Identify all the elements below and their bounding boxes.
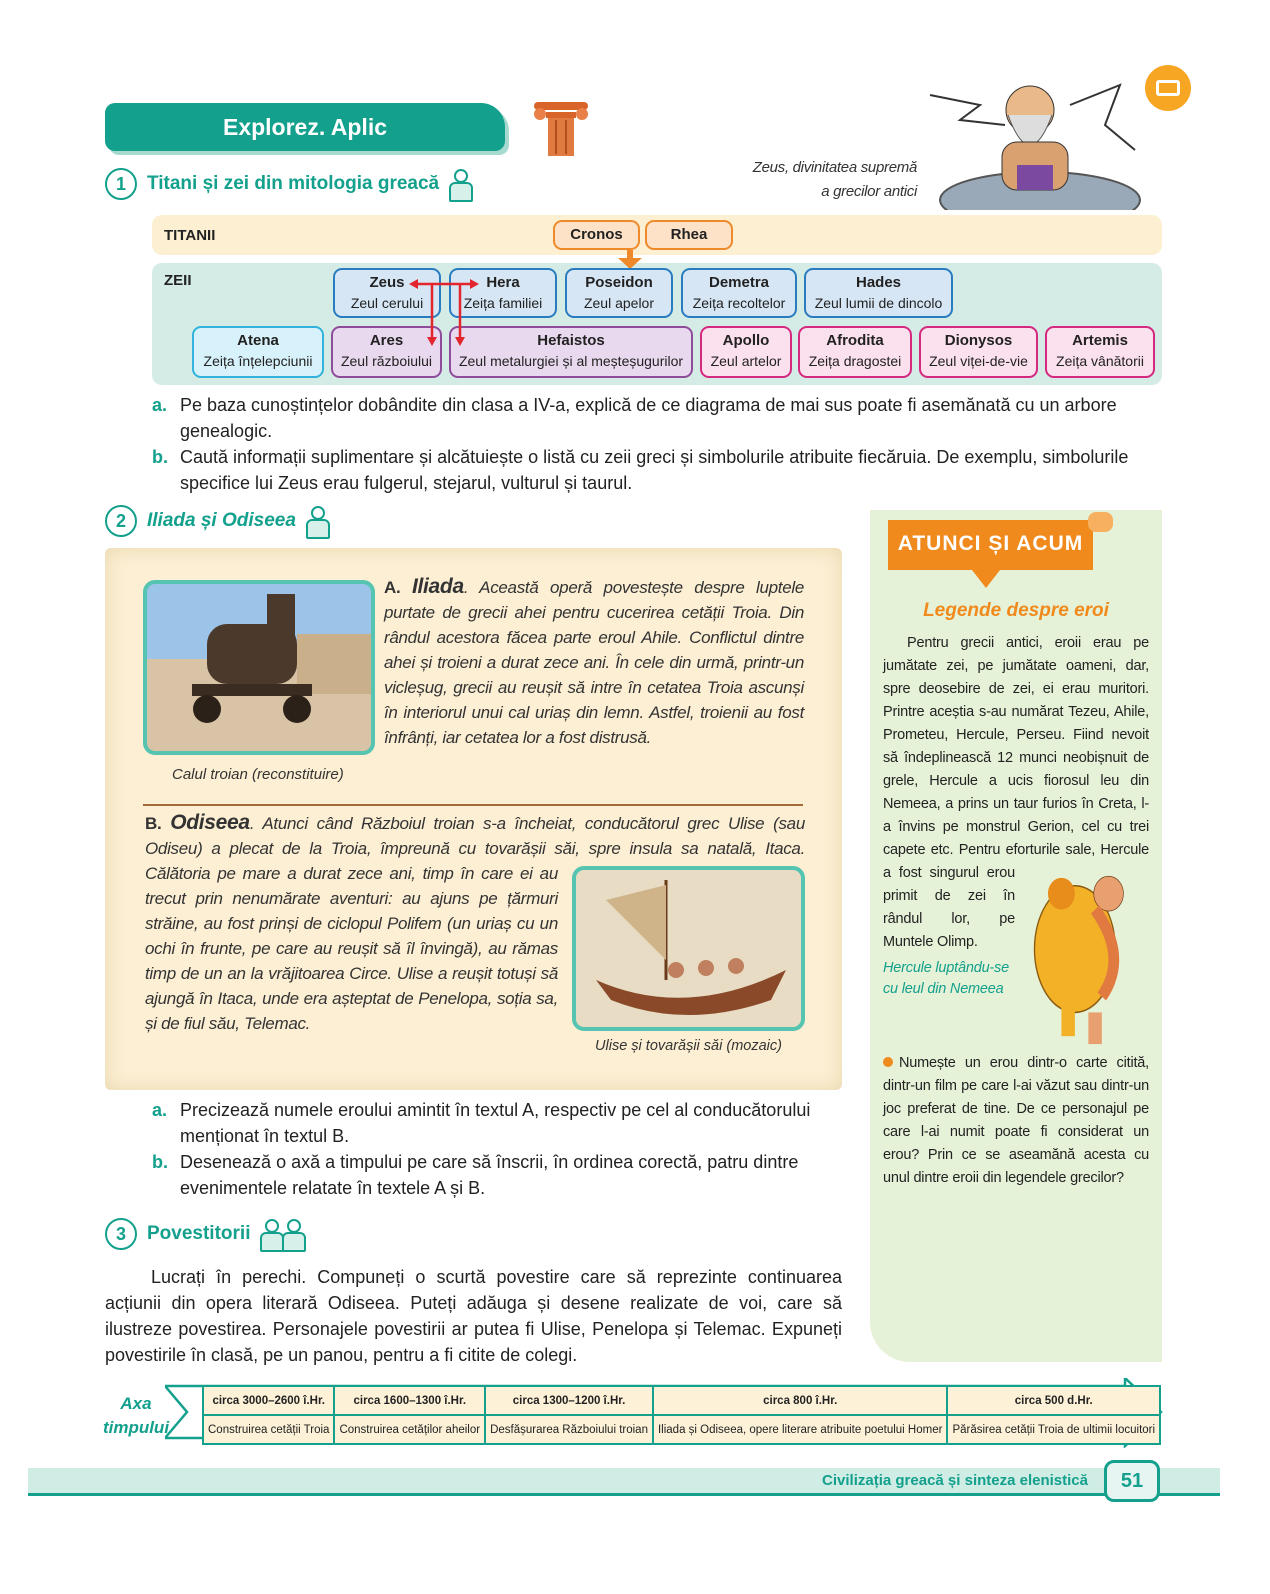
- marriage-arrows: [408, 276, 480, 353]
- god-artemis: Artemis Zeița vânătorii: [1045, 326, 1155, 378]
- god-ares: Ares Zeul războiului: [331, 326, 442, 378]
- titan-cronos: Cronos: [553, 220, 640, 250]
- individual-work-icon: [449, 169, 469, 199]
- sidebar-text: Pentru grecii antici, eroii erau pe jumătate zei, pe jumătate oameni, dar, spre deosebire de zei, ei erau muritori. Printre aceștia s-au numărat Tezeu, Ahile, Prometeu, Hercule, Perseu. Fiind nevoit să îndeplinească 12 munci neobișnuit de grele, Hercule a ucis fiorosul leu din Nemeea, a prins un taur furios în Creta, l-a învins pe monstrul Gerion, cel cu trei capete etc. Pentru eforturile sale, Hercule a fost singurul erou primit de zei în rândul lor, pe Muntele Olimp.: [883, 635, 1149, 950]
- footer-chapter: Civilizația greacă și sinteza elenistică: [822, 1472, 1088, 1489]
- god-demetra: Demetra Zeița recoltelor: [681, 268, 797, 318]
- timeline-label: Axa timpului: [102, 1394, 170, 1437]
- text-a-iliada: A. Iliada. Această operă povestește despre luptele purtate de grecii ahei pentru cucerirea cetății Troia. Din rândul acestora făcea parte eroul Ahile. Conflictul dintre ahei și troieni a durat zece ani. În cele din urmă, printr-un vicleșug, grecii au reușit să intre în cetatea Troia ascunși în interiorul unui cal uriaș din lemn. Astfel, troienii au fost înfrânți, iar cetatea lor a fost distrusă.: [384, 575, 804, 747]
- question-1a: a. Pe baza cunoștințelor dobândite din clasa a IV-a, explică de ce diagrama de mai sus poate fi asemănată cu un arbore genealogic.: [152, 395, 1117, 441]
- bullet-dot-icon: [883, 1057, 893, 1067]
- question-2a: a. Precizează numele eroului amintit în textul A, respectiv pe cel al conducătorului menționat în textul B.: [152, 1100, 811, 1146]
- ulysses-mosaic-block: [572, 866, 805, 1057]
- hercules-caption: Hercule luptându-se cu leul din Nemeea: [883, 960, 1009, 997]
- god-afrodita: Afrodita Zeița dragostei: [798, 326, 912, 378]
- zeus-illustration: [920, 70, 1142, 210]
- gods-label: ZEII: [164, 272, 192, 289]
- god-hades: Hades Zeul lumii de dincolo: [804, 268, 953, 318]
- section-2-questions: [152, 1097, 842, 1201]
- individual-work-icon: [306, 506, 326, 536]
- ulysses-mosaic-image: [572, 866, 805, 1031]
- page-number: 51: [1104, 1460, 1160, 1502]
- god-apollo: Apollo Zeul artelor: [700, 326, 792, 378]
- sidebar-title: Legende despre eroi: [923, 600, 1109, 621]
- text-b-odiseea-intro: Ulise și tovarășii săi (mozaic) B. Odiseea. Atunci când Războiul troian s-a încheiat, conducătorul grec Ulise (sau Odiseu) a plecat de la Troia, împreună cu tovarășii săi, spre insula sa natală, Itaca. Călătoria pe mare a durat zece ani, timp în care ei au trecut prin nenumărate aventuri: au ajuns pe țărmuri străine, au fost prinși de ciclopul Polifem (un uriaș cu un ochi în frunte, pe care au reușit să îl învingă), au rămas timp de un an la vrăjitoarea Circe. Ulise a reușit totuși să ajungă în Itaca, unde era așteptat de Penelopa, soția sa, și de fiul său, Telemac.: [145, 810, 805, 1057]
- god-hefaistos: Hefaistos Zeul metalurgiei și al meșteșugurilor: [449, 326, 693, 378]
- question-1b: b. Caută informații suplimentare și alcătuiește o listă cu zeii greci și simbolurile atribuite fiecăruia. De exemplu, simbolurile specifice lui Zeus erau fulgerul, stejarul, vulturul și taurul.: [152, 447, 1129, 493]
- horse-caption: Calul troian (reconstituire): [172, 766, 344, 783]
- trojan-horse-image: [143, 580, 375, 755]
- divider: [143, 804, 803, 806]
- zeus-caption: Zeus, divinitatea supremă a grecilor antici: [752, 159, 917, 200]
- section-header: Explorez. Aplic: [105, 103, 505, 151]
- god-hera: Hera Zeița familiei: [449, 268, 557, 318]
- digital-resource-icon[interactable]: [1145, 65, 1191, 111]
- sidebar-banner: ATUNCI ȘI ACUM: [888, 512, 1113, 592]
- section-1-questions: [152, 392, 1164, 496]
- hercules-illustration: [1021, 862, 1149, 1052]
- sidebar-task: Numește un erou dintr-o carte citită, dintr-un film pe care l-ai văzut sau dintr-un joc preferat de tine. De ce personajul pe care l-ai numit poate fi considerat un erou? Prin ce se aseamănă acesta cu unul dintre eroii din legendele grecilor?: [883, 1055, 1149, 1186]
- section-3-text: Lucrați în perechi. Compuneți o scurtă povestire care să reprezinte continuarea acțiunii din opera literară Odiseea. Puteți adăuga și desene realizate de voi, care să ilustreze povestirea. Personajele povestirii ar putea fi Ulise, Penelopa și Telemac. Expuneți povestirile în clasă, pe un panou, pentru a fi citite de colegi.: [105, 1267, 842, 1365]
- titans-label: TITANII: [164, 227, 216, 244]
- sidebar-content: [883, 632, 1149, 1190]
- god-dionysos: Dionysos Zeul viței-de-vie: [919, 326, 1038, 378]
- pair-work-icon: [260, 1219, 280, 1249]
- god-zeus: Zeus Zeul cerului: [333, 268, 441, 318]
- god-poseidon: Poseidon Zeul apelor: [565, 268, 673, 318]
- ship-caption: Ulise și tovarășii săi (mozaic): [595, 1038, 782, 1054]
- question-2b: b. Desenează o axă a timpului pe care să înscrii, în ordinea corectă, patru dintre evenimentele relatate în textele A și B.: [152, 1152, 799, 1198]
- section-1-heading: 1 Titani și zei din mitologia greacă: [105, 168, 469, 200]
- section-2-heading: 2 Iliada și Odiseea: [105, 505, 326, 537]
- section-3-heading: 3 Povestitorii: [105, 1218, 302, 1250]
- god-atena: Atena Zeița înțelepciunii: [192, 326, 324, 378]
- titan-rhea: Rhea: [645, 220, 733, 250]
- timeline-table: circa 3000–2600 î.Hr. circa 1600–1300 î.Hr. circa 1300–1200 î.Hr. circa 800 î.Hr. circa 500 d.Hr. Construirea cetății Troia Construirea cetăților aheilor Desfășurarea Războiului troian Iliada și Odiseea, opere literare atribuite poetului Homer Părăsirea cetății Troia de ultimii locuitori: [202, 1385, 1161, 1445]
- column-icon: [530, 98, 592, 160]
